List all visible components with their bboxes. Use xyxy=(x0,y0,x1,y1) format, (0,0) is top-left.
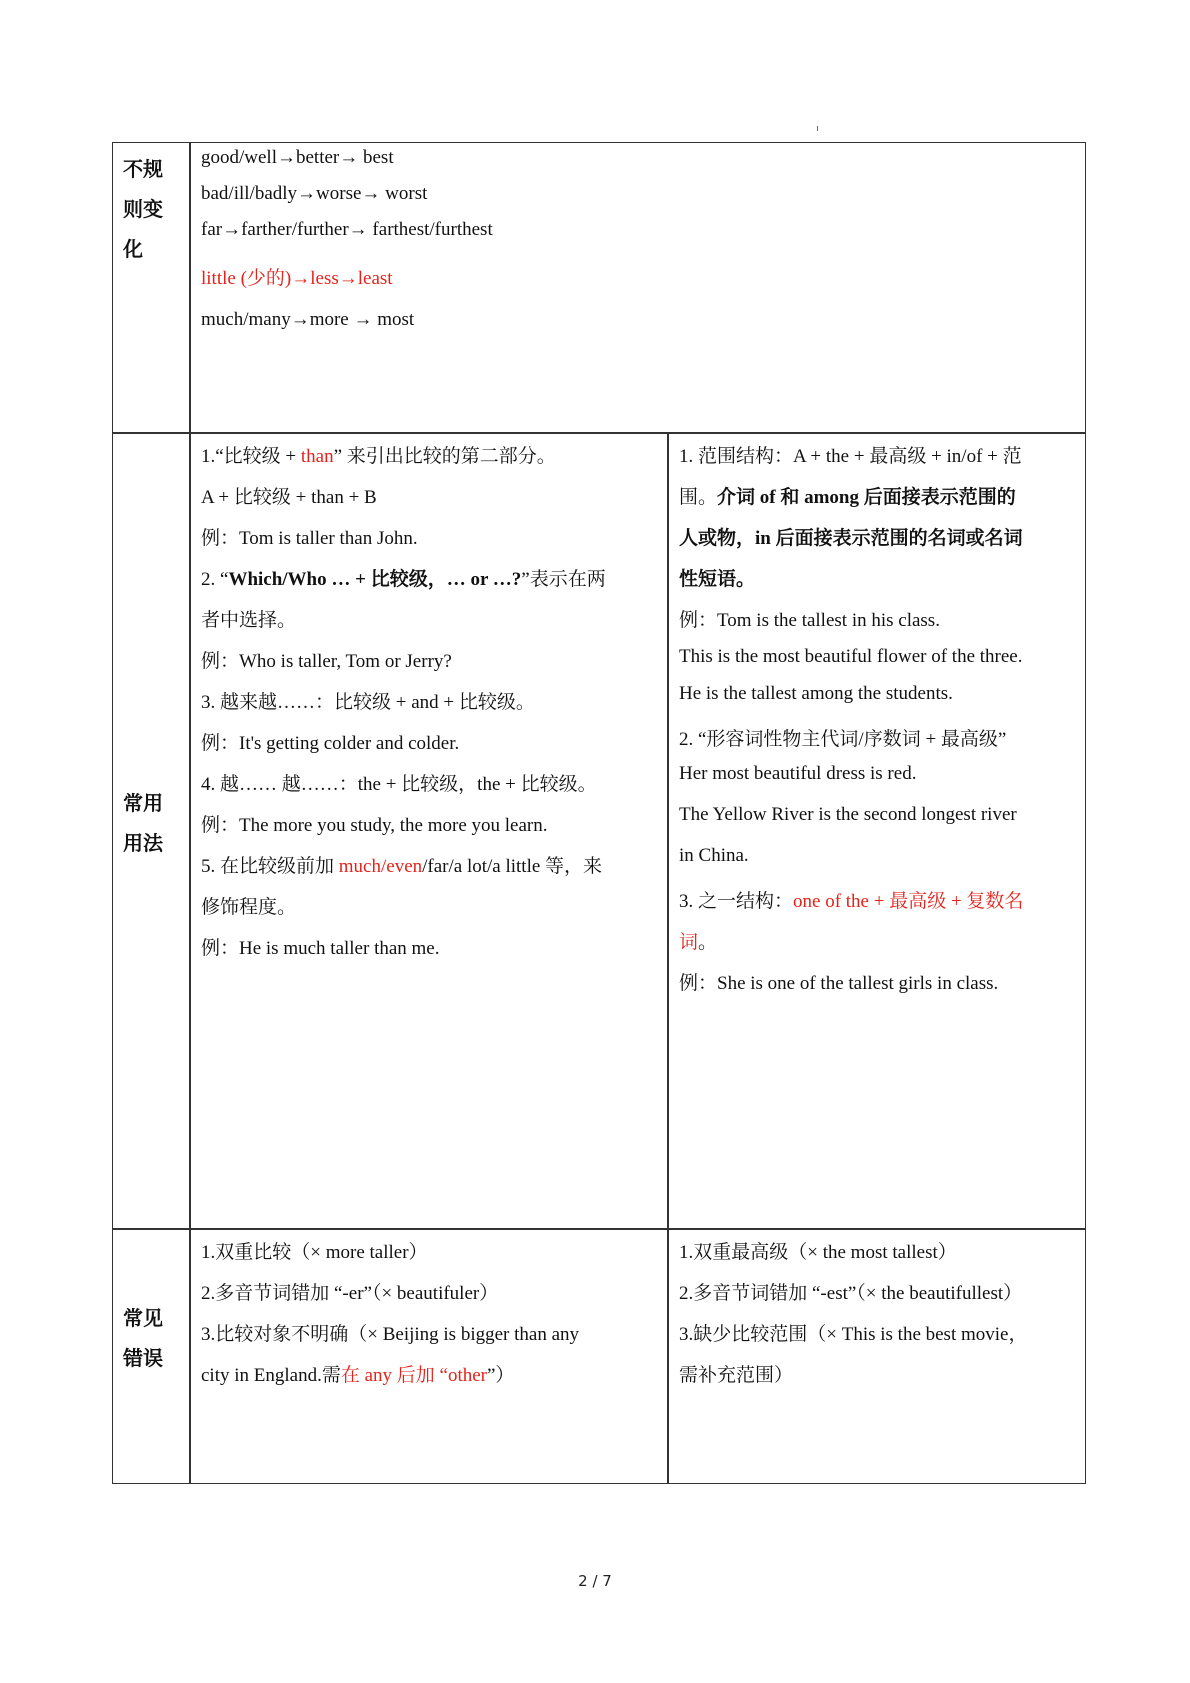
text-line xyxy=(201,564,606,591)
text-segment: far→farther/further→ farthest/furthest xyxy=(201,219,493,240)
text-line xyxy=(201,183,427,205)
text-segment: 4. 越…… 越……：the + 比较级，the + 比较级。 xyxy=(201,774,597,795)
grammar-table xyxy=(112,142,1086,1484)
text-segment: 在 any 后加 “other xyxy=(340,1365,487,1386)
text-line xyxy=(201,851,602,878)
text-segment: 例：The more you study, the more you learn. xyxy=(201,815,548,836)
text-segment: good/well→better→ best xyxy=(201,147,394,168)
text-segment: 3.缺少比较范围（× This is the best movie， xyxy=(679,1324,1028,1345)
text-line xyxy=(201,523,418,550)
text-segment: Which/Who … + 比较级，… or …? xyxy=(228,569,522,590)
text-segment: 。 xyxy=(698,932,718,953)
text-line xyxy=(201,482,377,509)
text-line xyxy=(201,1237,428,1264)
header-mark xyxy=(817,126,818,131)
text-segment: 人或物，in 后面接表示范围的名词或名词 xyxy=(679,528,1023,549)
row1-label xyxy=(123,149,183,269)
text-segment: 者中选择。 xyxy=(201,610,297,631)
text-segment: bad/ill/badly→worse→ worst xyxy=(201,183,428,204)
text-segment: 2.多音节词错加 “-est”（× the beautifullest） xyxy=(679,1283,1023,1304)
text-line xyxy=(201,605,296,632)
text-line xyxy=(679,927,717,954)
text-segment: 介词 of 和 among 后面接表示范围的 xyxy=(717,487,1016,508)
text-segment: 3. 之一结构： xyxy=(679,891,794,912)
text-segment: 1. 范围结构：A + the + 最高级 + in/of + 范 xyxy=(679,446,1022,467)
row2-label-line: 用法 xyxy=(123,831,163,855)
text-segment: 1.“比较级 + xyxy=(201,446,301,467)
text-segment: 2. “形容词性物主代词/序数词 + 最高级” xyxy=(679,729,1007,750)
text-line xyxy=(201,1360,514,1387)
text-segment: 性短语。 xyxy=(679,569,756,590)
text-line xyxy=(679,763,916,785)
text-line xyxy=(679,523,1023,550)
text-segment: 例：It's getting colder and colder. xyxy=(201,733,460,754)
label-column-divider xyxy=(189,143,191,1483)
text-segment: city in England.需 xyxy=(201,1365,341,1386)
text-segment: ” 来引出比较的第二部分。 xyxy=(333,446,556,467)
text-line xyxy=(679,724,1006,751)
text-segment: 3. 越来越……：比较级 + and + 比较级。 xyxy=(201,692,535,713)
text-segment: much/even xyxy=(338,856,423,877)
text-segment: than xyxy=(300,446,334,467)
text-line xyxy=(201,892,296,919)
text-segment: 5. 在比较级前加 xyxy=(201,856,339,877)
text-segment: ”） xyxy=(487,1365,515,1386)
text-segment: Her most beautiful dress is red. xyxy=(679,763,917,784)
row3-label-line: 错误 xyxy=(123,1346,163,1370)
text-line xyxy=(201,687,535,714)
text-line xyxy=(201,309,414,331)
middle-column-divider xyxy=(667,433,669,1483)
text-line xyxy=(679,441,1022,468)
row1-label-line: 则变 xyxy=(123,197,163,221)
text-segment: 例：She is one of the tallest girls in class. xyxy=(679,973,999,994)
text-segment: 修饰程度。 xyxy=(201,897,297,918)
row-divider-1 xyxy=(113,432,1085,434)
text-line xyxy=(679,683,953,705)
text-line xyxy=(679,804,1017,826)
text-line xyxy=(201,219,493,241)
text-segment: in China. xyxy=(679,845,749,866)
text-line xyxy=(201,263,393,290)
text-line xyxy=(201,1278,498,1305)
text-segment: 例：Tom is taller than John. xyxy=(201,528,418,549)
text-line xyxy=(679,1319,1027,1346)
text-segment: 词 xyxy=(679,932,699,953)
text-segment: This is the most beautiful flower of the three. xyxy=(679,646,1023,667)
text-segment: 2.多音节词错加 “-er”（× beautifuler） xyxy=(201,1283,499,1304)
text-segment: 需补充范围） xyxy=(679,1365,794,1386)
text-line xyxy=(679,605,940,632)
text-line xyxy=(679,1360,793,1387)
row3-label xyxy=(123,1298,183,1378)
text-line xyxy=(201,441,556,468)
text-segment: one of the + 最高级 + 复数名 xyxy=(793,891,1024,912)
text-segment: 例：He is much taller than me. xyxy=(201,938,440,959)
text-segment: The Yellow River is the second longest river xyxy=(679,804,1017,825)
text-line xyxy=(679,845,749,867)
text-segment: 2. “ xyxy=(201,569,229,590)
text-segment: /far/a lot/a little 等，来 xyxy=(422,856,603,877)
text-line xyxy=(679,886,1023,913)
text-segment: 例：Tom is the tallest in his class. xyxy=(679,610,940,631)
text-segment: 围。 xyxy=(679,487,718,508)
text-line xyxy=(679,646,1023,668)
text-line xyxy=(201,1319,579,1346)
text-segment: much/many→more → most xyxy=(201,309,415,330)
text-line xyxy=(201,769,597,796)
text-line xyxy=(201,933,440,960)
row1-label-line: 化 xyxy=(123,237,143,261)
text-segment: ”表示在两 xyxy=(521,569,606,590)
text-segment: 3.比较对象不明确（× Beijing is bigger than any xyxy=(201,1324,580,1345)
row1-label-line: 不规 xyxy=(123,157,163,181)
text-segment: He is the tallest among the students. xyxy=(679,683,953,704)
row3-label-line: 常见 xyxy=(123,1306,163,1330)
row2-label-line: 常用 xyxy=(123,791,163,815)
text-segment: 例：Who is taller, Tom or Jerry? xyxy=(201,651,452,672)
text-line xyxy=(679,1278,1022,1305)
text-line xyxy=(679,564,755,591)
row2-label xyxy=(123,783,183,863)
text-line xyxy=(679,482,1016,509)
text-line xyxy=(201,728,459,755)
text-line xyxy=(201,810,548,837)
text-segment: 1.双重最高级（× the most tallest） xyxy=(679,1242,957,1263)
text-segment: little (少的)→less→least xyxy=(201,268,393,289)
text-line xyxy=(201,147,394,169)
text-segment: 1.双重比较（× more taller） xyxy=(201,1242,428,1263)
row-divider-2 xyxy=(113,1228,1085,1230)
text-line xyxy=(679,1237,957,1264)
text-segment: A + 比较级 + than + B xyxy=(201,487,377,508)
page-number: 2 / 7 xyxy=(578,1572,612,1590)
text-line xyxy=(679,968,998,995)
text-line xyxy=(201,646,452,673)
